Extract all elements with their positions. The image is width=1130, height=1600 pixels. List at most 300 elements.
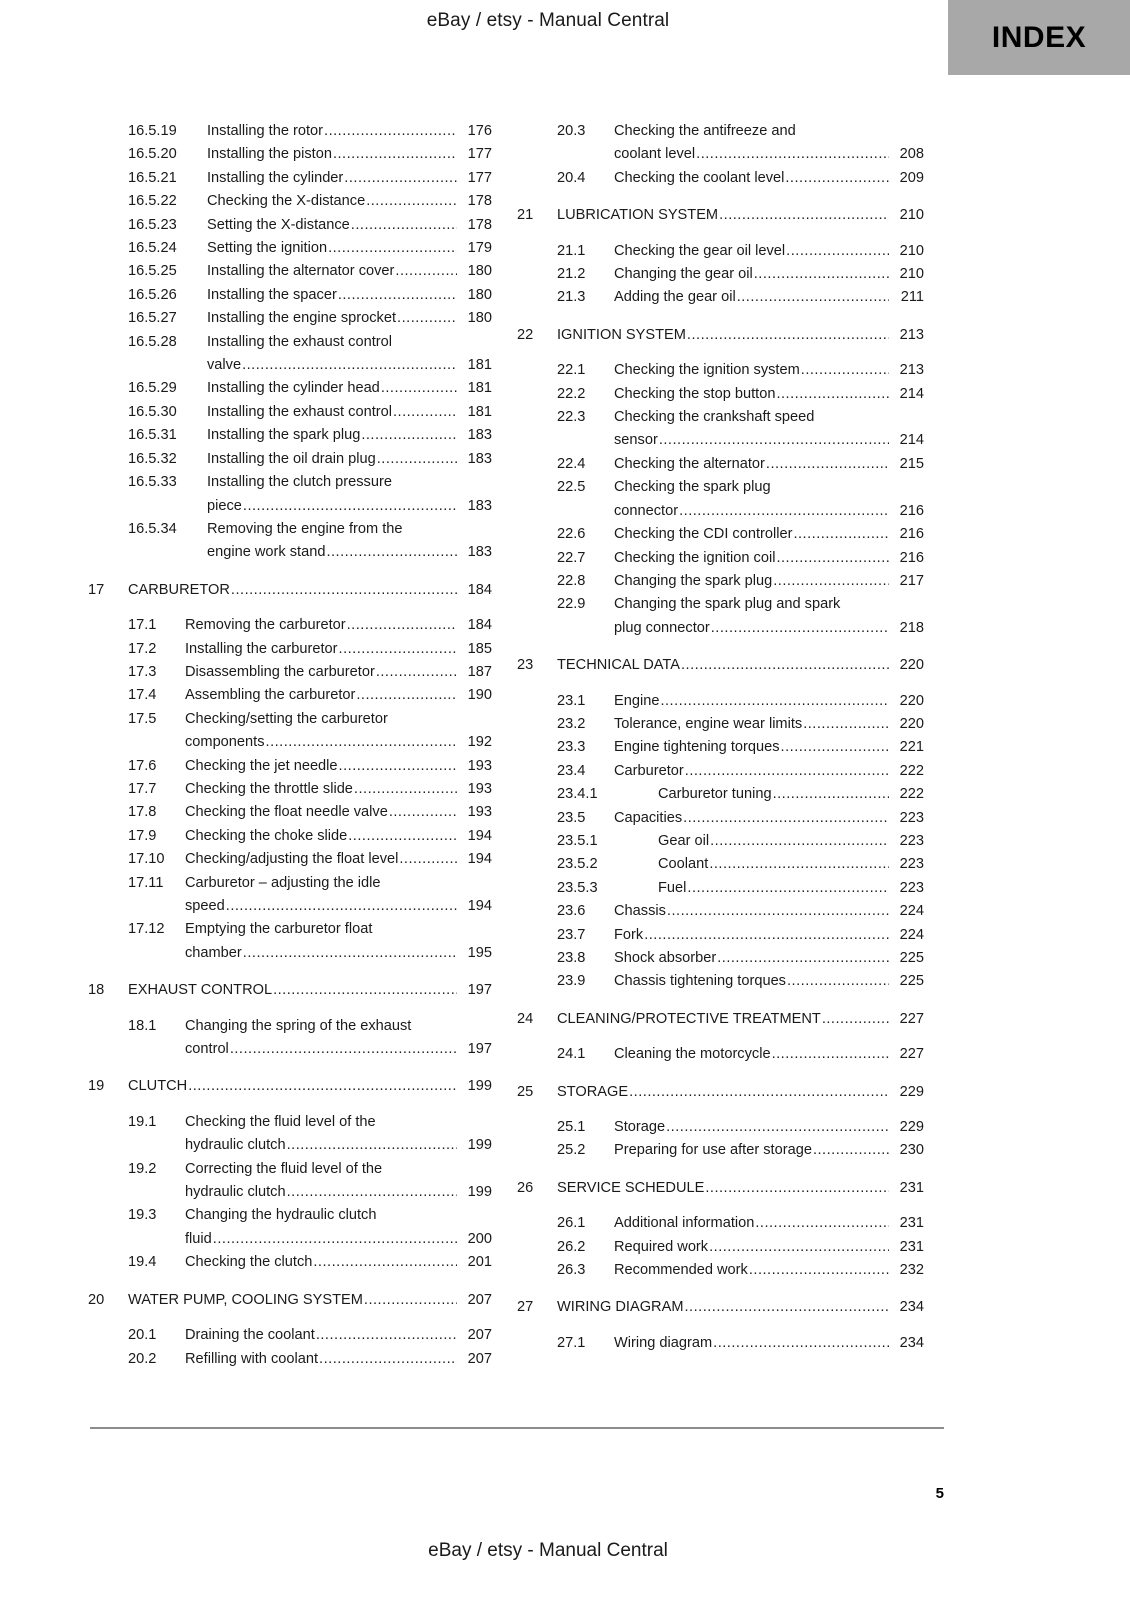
toc-entry-page: 225 (899, 973, 924, 990)
toc-entry-page: 177 (467, 146, 492, 163)
toc-entry-title: EXHAUST CONTROL (128, 982, 273, 999)
toc-entry-body (614, 1212, 924, 1235)
toc-leader-dots (376, 661, 457, 684)
toc-entry[interactable] (88, 872, 492, 919)
toc-entry-page: 225 (899, 950, 924, 966)
toc-entry[interactable] (517, 1043, 924, 1066)
toc-entry-page: 180 (467, 310, 492, 327)
toc-entry[interactable] (88, 1075, 492, 1098)
toc-entry-page: 184 (467, 617, 492, 634)
toc-entry-title: Fork (614, 926, 644, 943)
toc-entry-line (614, 120, 924, 143)
toc-entry-page: 176 (467, 123, 492, 139)
toc-entry-line (185, 1324, 492, 1347)
toc-entry-page: 178 (467, 216, 492, 233)
toc-leader-dots (231, 579, 457, 602)
toc-entry-title: Fuel (658, 879, 687, 896)
toc-leader-dots (813, 1139, 889, 1162)
toc-entry[interactable] (88, 614, 492, 637)
toc-entry-page: 192 (467, 734, 492, 751)
toc-entry[interactable] (517, 570, 924, 593)
toc-entry[interactable] (517, 713, 924, 736)
toc-leader-dots (681, 654, 889, 677)
toc-entry[interactable] (517, 1259, 924, 1282)
toc-entry-number: 16.5.29 (128, 380, 177, 397)
toc-entry-number: 23.2 (557, 715, 586, 732)
toc-leader-dots (776, 547, 889, 570)
toc-entry-number: 19.1 (128, 1113, 157, 1130)
toc-entry-title-cont: sensor (614, 432, 658, 449)
toc-entry[interactable] (517, 1177, 924, 1200)
toc-entry[interactable] (88, 778, 492, 801)
toc-entry[interactable] (517, 476, 924, 523)
toc-entry-number: 17.1 (128, 617, 157, 634)
toc-entry-page: 185 (467, 640, 492, 657)
toc-entry-line (614, 383, 924, 406)
toc-entry-title: Checking the alternator (614, 455, 765, 472)
toc-entry-line (614, 713, 924, 736)
toc-entry-page: 217 (899, 572, 924, 589)
toc-entry-body (185, 661, 492, 684)
toc-entry[interactable] (517, 924, 924, 947)
toc-entry[interactable] (517, 736, 924, 759)
toc-entry[interactable] (88, 1251, 492, 1274)
toc-entry-number: 17.12 (128, 921, 165, 938)
toc-entry-title: Checking the coolant level (614, 169, 785, 186)
toc-entry[interactable] (88, 579, 492, 602)
toc-leader-dots (333, 143, 457, 166)
toc-entry-title: Changing the gear oil (614, 266, 753, 283)
toc-entry-body (128, 1289, 492, 1312)
toc-entry[interactable] (88, 307, 492, 330)
toc-entry-page: 181 (467, 357, 492, 374)
toc-leader-dots (659, 429, 889, 452)
toc-entry-body (557, 1177, 924, 1200)
toc-entry-page: 209 (899, 169, 924, 186)
toc-entry-line (185, 778, 492, 801)
toc-entry[interactable] (517, 1332, 924, 1355)
toc-entry[interactable] (517, 947, 924, 970)
toc-entry-body (128, 579, 492, 602)
toc-entry-title: IGNITION SYSTEM (557, 326, 686, 343)
toc-entry-line (207, 190, 492, 213)
toc-entry[interactable] (517, 783, 924, 806)
toc-entry[interactable] (88, 1204, 492, 1251)
toc-entry-page: 190 (467, 687, 492, 704)
toc-entry-page: 216 (899, 502, 924, 519)
toc-entry-line (614, 1116, 924, 1139)
toc-entry-line (614, 167, 924, 190)
toc-entry[interactable] (517, 1139, 924, 1162)
toc-entry-body (614, 547, 924, 570)
toc-entry-page: 199 (467, 1184, 492, 1201)
toc-entry[interactable] (517, 286, 924, 309)
toc-entry-title: CLUTCH (128, 1078, 188, 1095)
toc-entry-line (614, 1043, 924, 1066)
toc-entry[interactable] (88, 1111, 492, 1158)
toc-entry-line (185, 1251, 492, 1274)
toc-entry-line (185, 614, 492, 637)
toc-entry[interactable] (88, 167, 492, 190)
toc-entry-number: 22.9 (557, 596, 586, 613)
toc-entry-body (614, 1236, 924, 1259)
toc-entry-title-cont: control (185, 1041, 229, 1058)
toc-entry-line (614, 429, 924, 452)
toc-leader-dots (687, 877, 889, 900)
toc-entry-page: 199 (467, 1078, 492, 1095)
toc-entry[interactable] (88, 825, 492, 848)
toc-entry-line (207, 260, 492, 283)
toc-entry-body (636, 853, 924, 876)
toc-entry[interactable] (517, 240, 924, 263)
toc-entry-title: Checking the X-distance (207, 193, 366, 210)
toc-entry-title: Additional information (614, 1215, 755, 1232)
toc-entry[interactable] (88, 120, 492, 143)
toc-entry[interactable] (88, 918, 492, 965)
toc-entry[interactable] (88, 237, 492, 260)
toc-entry-body (207, 377, 492, 400)
toc-leader-dots (773, 570, 889, 593)
toc-entry-page: 207 (467, 1291, 492, 1308)
toc-entry-title: Chassis tightening torques (614, 973, 786, 990)
toc-entry-number: 17.11 (128, 874, 164, 891)
toc-entry-line (185, 1111, 492, 1134)
toc-entry-title: WIRING DIAGRAM (557, 1299, 684, 1316)
toc-entry-title: Installing the cylinder (207, 169, 344, 186)
toc-entry[interactable] (88, 638, 492, 661)
toc-entry-title: Checking the jet needle (185, 757, 338, 774)
toc-entry-number: 19.2 (128, 1160, 157, 1177)
toc-entry-line (185, 1038, 492, 1061)
toc-leader-dots (226, 895, 457, 918)
toc-entry-title: TECHNICAL DATA (557, 657, 680, 674)
toc-entry-title: Shock absorber (614, 950, 717, 966)
toc-entry[interactable] (88, 801, 492, 824)
toc-leader-dots (377, 448, 457, 471)
toc-entry-title-cont: hydraulic clutch (185, 1137, 286, 1154)
toc-leader-dots (737, 286, 889, 309)
toc-leader-dots (347, 614, 457, 637)
index-tab-label: INDEX (991, 20, 1087, 54)
toc-entry-body (207, 331, 492, 378)
toc-entry[interactable] (88, 214, 492, 237)
toc-entry-page: 231 (899, 1238, 924, 1255)
toc-entry-page: 234 (899, 1334, 924, 1351)
toc-entry[interactable] (517, 523, 924, 546)
toc-entry-title: Correcting the fluid level of the (185, 1160, 383, 1177)
toc-leader-dots (711, 617, 889, 640)
toc-entry-number: 20.1 (128, 1327, 157, 1344)
toc-leader-dots (667, 900, 889, 923)
toc-entry-body (636, 783, 924, 806)
toc-entry-title: CLEANING/PROTECTIVE TREATMENT (557, 1010, 821, 1027)
toc-entry-number: 21.2 (557, 266, 586, 283)
toc-entry-number: 21 (517, 207, 534, 224)
toc-leader-dots (188, 1075, 457, 1098)
toc-entry-title: Recommended work (614, 1262, 748, 1279)
toc-leader-dots (393, 401, 457, 424)
toc-entry-title: Engine (614, 692, 660, 709)
toc-entry-title: Installing the alternator cover (207, 263, 395, 280)
toc-entry[interactable] (517, 1081, 924, 1104)
toc-entry-page: 230 (899, 1142, 924, 1159)
toc-entry[interactable] (517, 1236, 924, 1259)
toc-entry[interactable] (517, 593, 924, 640)
toc-entry-title: Changing the spark plug and spark (614, 596, 841, 613)
toc-leader-dots (685, 760, 889, 783)
toc-entry-title: Checking the spark plug (614, 479, 771, 496)
toc-entry-body (207, 214, 492, 237)
toc-entry[interactable] (88, 1348, 492, 1371)
toc-entry-line (185, 801, 492, 824)
toc-entry-title-cont: chamber (185, 944, 242, 961)
toc-entry[interactable] (88, 708, 492, 755)
toc-leader-dots (683, 807, 889, 830)
toc-entry-page: 220 (899, 692, 924, 709)
toc-entry[interactable] (517, 970, 924, 993)
toc-entry-line (207, 214, 492, 237)
toc-right-column (517, 120, 924, 1355)
toc-entry-number: 26.1 (557, 1215, 586, 1232)
toc-entry[interactable] (517, 830, 924, 853)
toc-leader-dots (710, 830, 889, 853)
toc-entry-page: 216 (899, 526, 924, 543)
toc-entry[interactable] (88, 518, 492, 565)
toc-entry-number: 16.5.21 (128, 169, 177, 186)
toc-entry-line (614, 760, 924, 783)
toc-entry-number: 19.3 (128, 1207, 157, 1224)
toc-entry-line (207, 237, 492, 260)
toc-leader-dots (666, 1116, 889, 1139)
toc-entry-line (614, 263, 924, 286)
toc-leader-dots (266, 731, 457, 754)
toc-entry-body (557, 1296, 924, 1319)
toc-entry-title: Installing the spark plug (207, 427, 361, 444)
toc-entry-page: 184 (467, 581, 492, 598)
toc-entry[interactable] (88, 260, 492, 283)
toc-entry[interactable] (517, 654, 924, 677)
toc-entry-number: 16.5.31 (128, 427, 177, 444)
toc-entry-page: 180 (467, 286, 492, 303)
toc-entry-page: 229 (899, 1083, 924, 1100)
toc-entry-number: 23.3 (557, 739, 586, 756)
toc-entry-number: 23.5.2 (557, 856, 598, 873)
toc-leader-dots (660, 690, 889, 713)
toc-entry[interactable] (517, 807, 924, 830)
toc-entry[interactable] (517, 324, 924, 347)
toc-entry[interactable] (517, 120, 924, 167)
toc-entry-number: 16.5.28 (128, 333, 177, 350)
toc-entry-line (185, 1158, 492, 1181)
toc-entry-number: 23.9 (557, 973, 586, 990)
toc-entry[interactable] (88, 190, 492, 213)
header-title: eBay / etsy - Manual Central (426, 10, 670, 31)
toc-entry-body (128, 979, 492, 1002)
toc-entry-number: 26.3 (557, 1262, 586, 1279)
toc-entry-line (614, 1332, 924, 1355)
toc-leader-dots (348, 825, 457, 848)
toc-entry[interactable] (88, 1289, 492, 1312)
toc-entry-line (185, 872, 492, 895)
toc-entry-line (185, 1134, 492, 1157)
toc-entry[interactable] (517, 167, 924, 190)
toc-entry-title: Setting the ignition (207, 240, 328, 257)
toc-leader-dots (773, 783, 889, 806)
toc-entry-page: 211 (900, 289, 924, 306)
toc-leader-dots (687, 324, 889, 347)
toc-entry-line (614, 570, 924, 593)
toc-entry[interactable] (517, 900, 924, 923)
toc-leader-dots (389, 801, 457, 824)
toc-entry-body (614, 947, 924, 970)
toc-entry-line (207, 424, 492, 447)
toc-entry[interactable] (88, 1324, 492, 1347)
toc-entry-title: Capacities (614, 809, 683, 826)
toc-entry-title: Wiring diagram (614, 1334, 713, 1351)
toc-entry-line (185, 825, 492, 848)
toc-entry[interactable] (88, 848, 492, 871)
toc-entry[interactable] (517, 263, 924, 286)
toc-entry[interactable] (88, 661, 492, 684)
toc-entry-line (207, 471, 492, 494)
toc-entry-line (557, 1081, 924, 1104)
toc-entry-line (614, 1212, 924, 1235)
toc-entry[interactable] (517, 1008, 924, 1031)
toc-entry-line (658, 783, 924, 806)
toc-entry-title: Checking/setting the carburetor (185, 710, 388, 727)
toc-entry-number: 16.5.33 (128, 474, 177, 491)
toc-entry-body (207, 471, 492, 518)
toc-entry-body (128, 1075, 492, 1098)
toc-entry-page: 193 (467, 804, 492, 821)
toc-leader-dots (230, 1038, 457, 1061)
toc-entry-body (614, 476, 924, 523)
toc-entry-number: 22.8 (557, 572, 586, 589)
toc-entry-number: 20.4 (557, 169, 586, 186)
toc-entry[interactable] (517, 1296, 924, 1319)
toc-entry[interactable] (88, 143, 492, 166)
toc-entry-line (185, 1015, 492, 1038)
toc-entry-title: Setting the X-distance (207, 216, 350, 233)
toc-entry[interactable] (517, 204, 924, 227)
toc-entry-body (614, 406, 924, 453)
toc-entry[interactable] (88, 424, 492, 447)
toc-entry-title: Checking the float needle valve (185, 804, 388, 821)
toc-entry-number: 17.10 (128, 851, 165, 868)
toc-entry-line (614, 240, 924, 263)
toc-entry-line (207, 354, 492, 377)
toc-entry-page: 222 (899, 762, 924, 779)
toc-leader-dots (754, 263, 889, 286)
toc-leader-dots (755, 1212, 889, 1235)
toc-entry[interactable] (88, 448, 492, 471)
toc-entry[interactable] (88, 684, 492, 707)
toc-entry-body (207, 424, 492, 447)
toc-entry-body (614, 286, 924, 309)
toc-entry[interactable] (88, 331, 492, 378)
toc-entry-body (185, 1251, 492, 1274)
toc-entry-body (207, 401, 492, 424)
toc-entry[interactable] (517, 877, 924, 900)
toc-entry[interactable] (517, 1116, 924, 1139)
toc-entry[interactable] (88, 377, 492, 400)
toc-entry-page: 234 (899, 1299, 924, 1316)
toc-entry-number: 25.2 (557, 1142, 586, 1159)
toc-leader-dots (287, 1181, 457, 1204)
toc-entry[interactable] (88, 979, 492, 1002)
toc-entry-body (557, 204, 924, 227)
toc-leader-dots (351, 214, 457, 237)
toc-entry-number: 17.5 (128, 710, 157, 727)
toc-entry-body (614, 1259, 924, 1282)
toc-entry-number: 16.5.25 (128, 263, 177, 280)
toc-entry-line (207, 448, 492, 471)
toc-entry[interactable] (517, 406, 924, 453)
toc-leader-dots (324, 120, 457, 143)
toc-entry[interactable] (88, 755, 492, 778)
toc-entry-page: 210 (899, 242, 924, 259)
toc-entry[interactable] (88, 284, 492, 307)
toc-entry[interactable] (517, 359, 924, 382)
toc-entry-line (658, 830, 924, 853)
toc-leader-dots (338, 284, 457, 307)
toc-leader-dots (381, 377, 457, 400)
toc-entry-page: 177 (467, 169, 492, 186)
toc-entry-body (185, 848, 492, 871)
toc-entry-line (614, 453, 924, 476)
toc-leader-dots (679, 500, 889, 523)
toc-entry[interactable] (517, 760, 924, 783)
toc-entry[interactable] (517, 1212, 924, 1235)
toc-entry-page: 223 (899, 879, 924, 896)
toc-entry[interactable] (517, 690, 924, 713)
toc-entry-line (557, 654, 924, 677)
toc-entry-body (185, 708, 492, 755)
toc-leader-dots (399, 848, 457, 871)
toc-entry-page: 224 (899, 903, 924, 920)
toc-entry[interactable] (517, 547, 924, 570)
index-tab (948, 0, 1130, 75)
toc-entry[interactable] (517, 453, 924, 476)
toc-entry-line (128, 1289, 492, 1312)
toc-leader-dots (785, 167, 889, 190)
toc-entry[interactable] (517, 853, 924, 876)
toc-entry-line (185, 731, 492, 754)
toc-entry-title: Carburetor – adjusting the idle (185, 874, 381, 891)
toc-entry-page: 207 (467, 1350, 492, 1367)
toc-entry[interactable] (88, 1158, 492, 1205)
toc-leader-dots (684, 1296, 889, 1319)
toc-entry[interactable] (88, 401, 492, 424)
toc-leader-dots (339, 755, 457, 778)
toc-entry-title: Checking the CDI controller (614, 526, 793, 543)
toc-entry-body (614, 593, 924, 640)
toc-entry-number: 24.1 (557, 1046, 586, 1063)
toc-entry[interactable] (517, 383, 924, 406)
toc-entry-body (614, 970, 924, 993)
toc-entry-title: Checking the crankshaft speed (614, 409, 815, 426)
toc-entry-number: 16.5.30 (128, 403, 177, 420)
toc-entry-title: Checking the ignition coil (614, 549, 776, 566)
toc-entry[interactable] (88, 1015, 492, 1062)
toc-entry-number: 17.4 (128, 687, 157, 704)
toc-entry[interactable] (88, 471, 492, 518)
toc-entry-number: 22.3 (557, 409, 586, 426)
toc-entry-title: Cleaning the motorcycle (614, 1046, 771, 1063)
toc-entry-page: 216 (899, 549, 924, 566)
toc-entry-title: Carburetor (614, 762, 684, 779)
toc-entry-page: 180 (467, 263, 492, 280)
